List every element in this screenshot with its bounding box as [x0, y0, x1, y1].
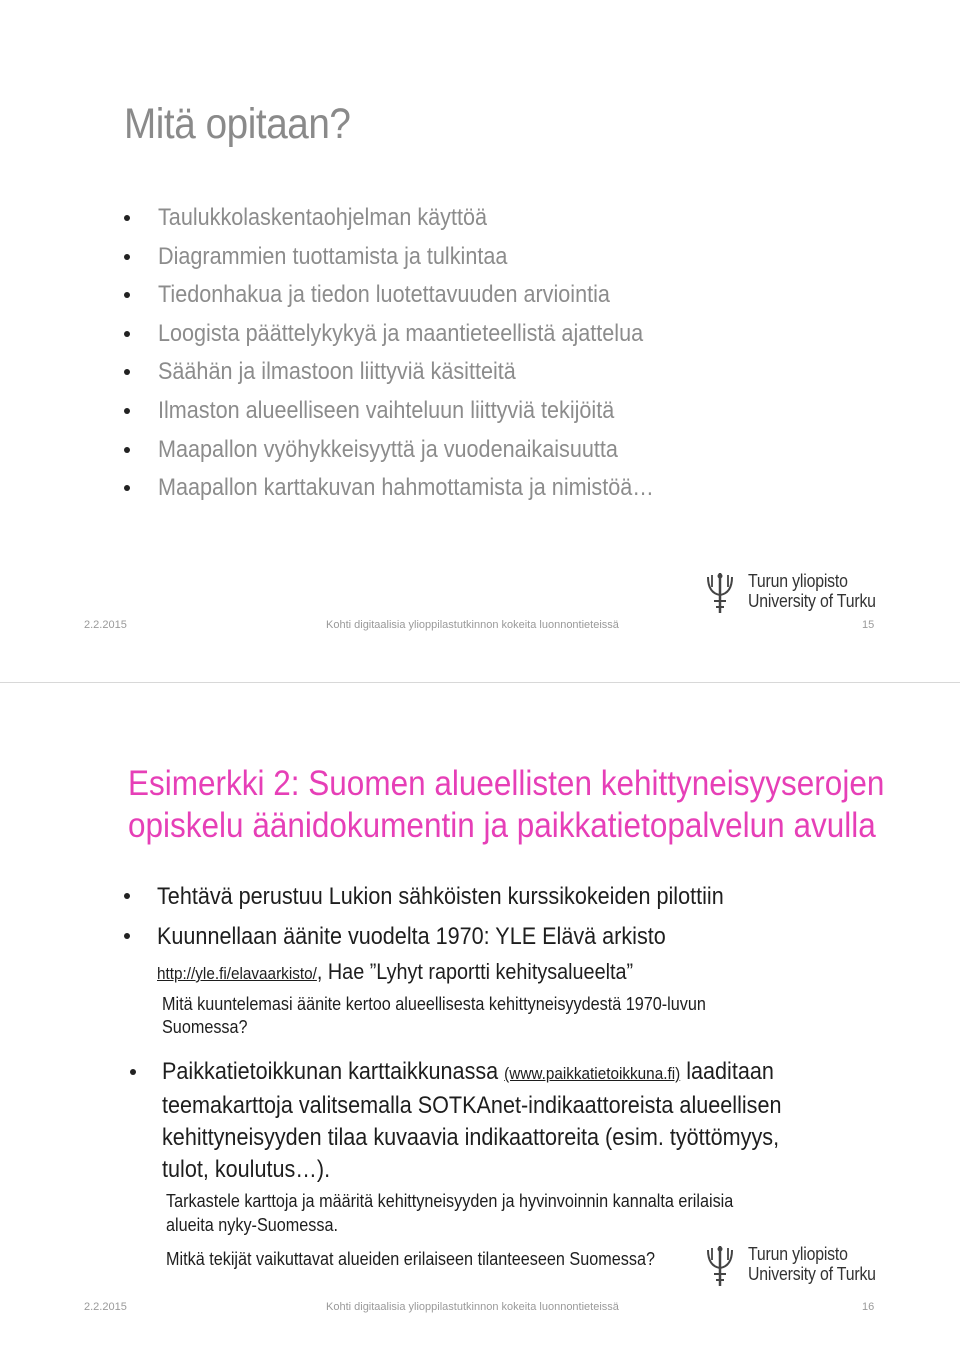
- yle-archive-link[interactable]: http://yle.fi/elavaarkisto/: [157, 964, 317, 983]
- bullet-icon: [124, 215, 130, 221]
- page-number: 15: [862, 619, 875, 631]
- list-item: Diagrammien tuottamista ja tulkintaa: [124, 239, 709, 278]
- task-text: Tarkastele karttoja ja määritä kehittyneisyyden ja hyvinvoinnin kannalta erilaisia alueita nyky-Suomessa.: [166, 1191, 734, 1235]
- footer-title: Kohti digitaalisia ylioppilastutkinnon kokeita luonnontieteissä: [326, 1301, 619, 1313]
- list-item: Tehtävä perustuu Lukion sähköisten kurssikokeiden pilottiin: [124, 883, 787, 911]
- logo-text-en: University of Turku: [748, 1264, 876, 1284]
- bullet-list: [124, 200, 709, 509]
- bullet-icon: [124, 369, 130, 375]
- logo-text-fi: Turun yliopisto: [748, 1244, 848, 1264]
- list-item: Kuunnellaan äänite vuodelta 1970: YLE Elävä arkisto: [124, 923, 722, 951]
- footer-date: 2.2.2015: [84, 1301, 127, 1313]
- list-item: Säähän ja ilmastoon liittyviä käsitteitä: [124, 354, 709, 393]
- list-item: Loogista päättelykykyä ja maantieteellistä ajattelua: [124, 316, 709, 355]
- title-line-2: opiskelu äänidokumentin ja paikkatietopalvelun avulla: [128, 806, 876, 845]
- bullet-icon: [124, 408, 130, 414]
- link-line: [157, 959, 686, 985]
- paikkatietoikkuna-link[interactable]: (www.paikkatietoikkuna.fi): [504, 1064, 681, 1083]
- list-item: Tiedonhakua ja tiedon luotettavuuden arviointia: [124, 277, 709, 316]
- list-item: Maapallon vyöhykkeisyyttä ja vuodenaikaisuutta: [124, 432, 709, 471]
- bullet-icon: [130, 1069, 136, 1075]
- title-line-1: Esimerkki 2: Suomen alueellisten kehittyneisyyserojen: [128, 764, 885, 803]
- bullet-icon: [124, 933, 130, 939]
- list-item: Paikkatietoikkunan karttaikkunassa (www.paikkatietoikkuna.fi) laaditaan teemakarttoja valitsemalla SOTKAnet-indikaattoreista alueellisen kehittyneisyyden tilaa kuvaavia indikaattoreita (esim. työttömyys, tulot, koulutus…).: [130, 1056, 850, 1186]
- university-logo: [700, 571, 876, 615]
- bullet-icon: [124, 331, 130, 337]
- university-logo: [700, 1244, 876, 1288]
- bullet-icon: [124, 485, 130, 491]
- page-number: 16: [862, 1301, 875, 1313]
- task-question: Mitkä tekijät vaikuttavat alueiden erilaiseen tilanteeseen Suomessa?: [166, 1249, 655, 1269]
- footer-date: 2.2.2015: [84, 619, 127, 631]
- footer-title: Kohti digitaalisia ylioppilastutkinnon kokeita luonnontieteissä: [326, 619, 619, 631]
- slide-15: [0, 0, 960, 683]
- bullet-icon: [124, 254, 130, 260]
- list-item: Maapallon karttakuvan hahmottamista ja nimistöä…: [124, 470, 709, 509]
- bullet-icon: [124, 893, 130, 899]
- question-text: Mitä kuuntelemasi äänite kertoo alueellisesta kehittyneisyydestä 1970-luvun Suomessa?: [162, 994, 706, 1037]
- logo-text-en: University of Turku: [748, 591, 876, 611]
- search-hint: , Hae ”Lyhyt raportti kehitysalueelta”: [316, 959, 634, 984]
- bullet-icon: [124, 292, 130, 298]
- bullet-icon: [124, 447, 130, 453]
- list-item: Taulukkolaskentaohjelman käyttöä: [124, 200, 709, 239]
- slide-16: [0, 683, 960, 1367]
- university-emblem-icon: [700, 1244, 740, 1288]
- slide-title: [128, 763, 885, 847]
- university-emblem-icon: [700, 571, 740, 615]
- slide-title: Mitä opitaan?: [124, 100, 351, 148]
- list-item: Ilmaston alueelliseen vaihteluun liittyviä tekijöitä: [124, 393, 709, 432]
- logo-text-fi: Turun yliopisto: [748, 571, 848, 591]
